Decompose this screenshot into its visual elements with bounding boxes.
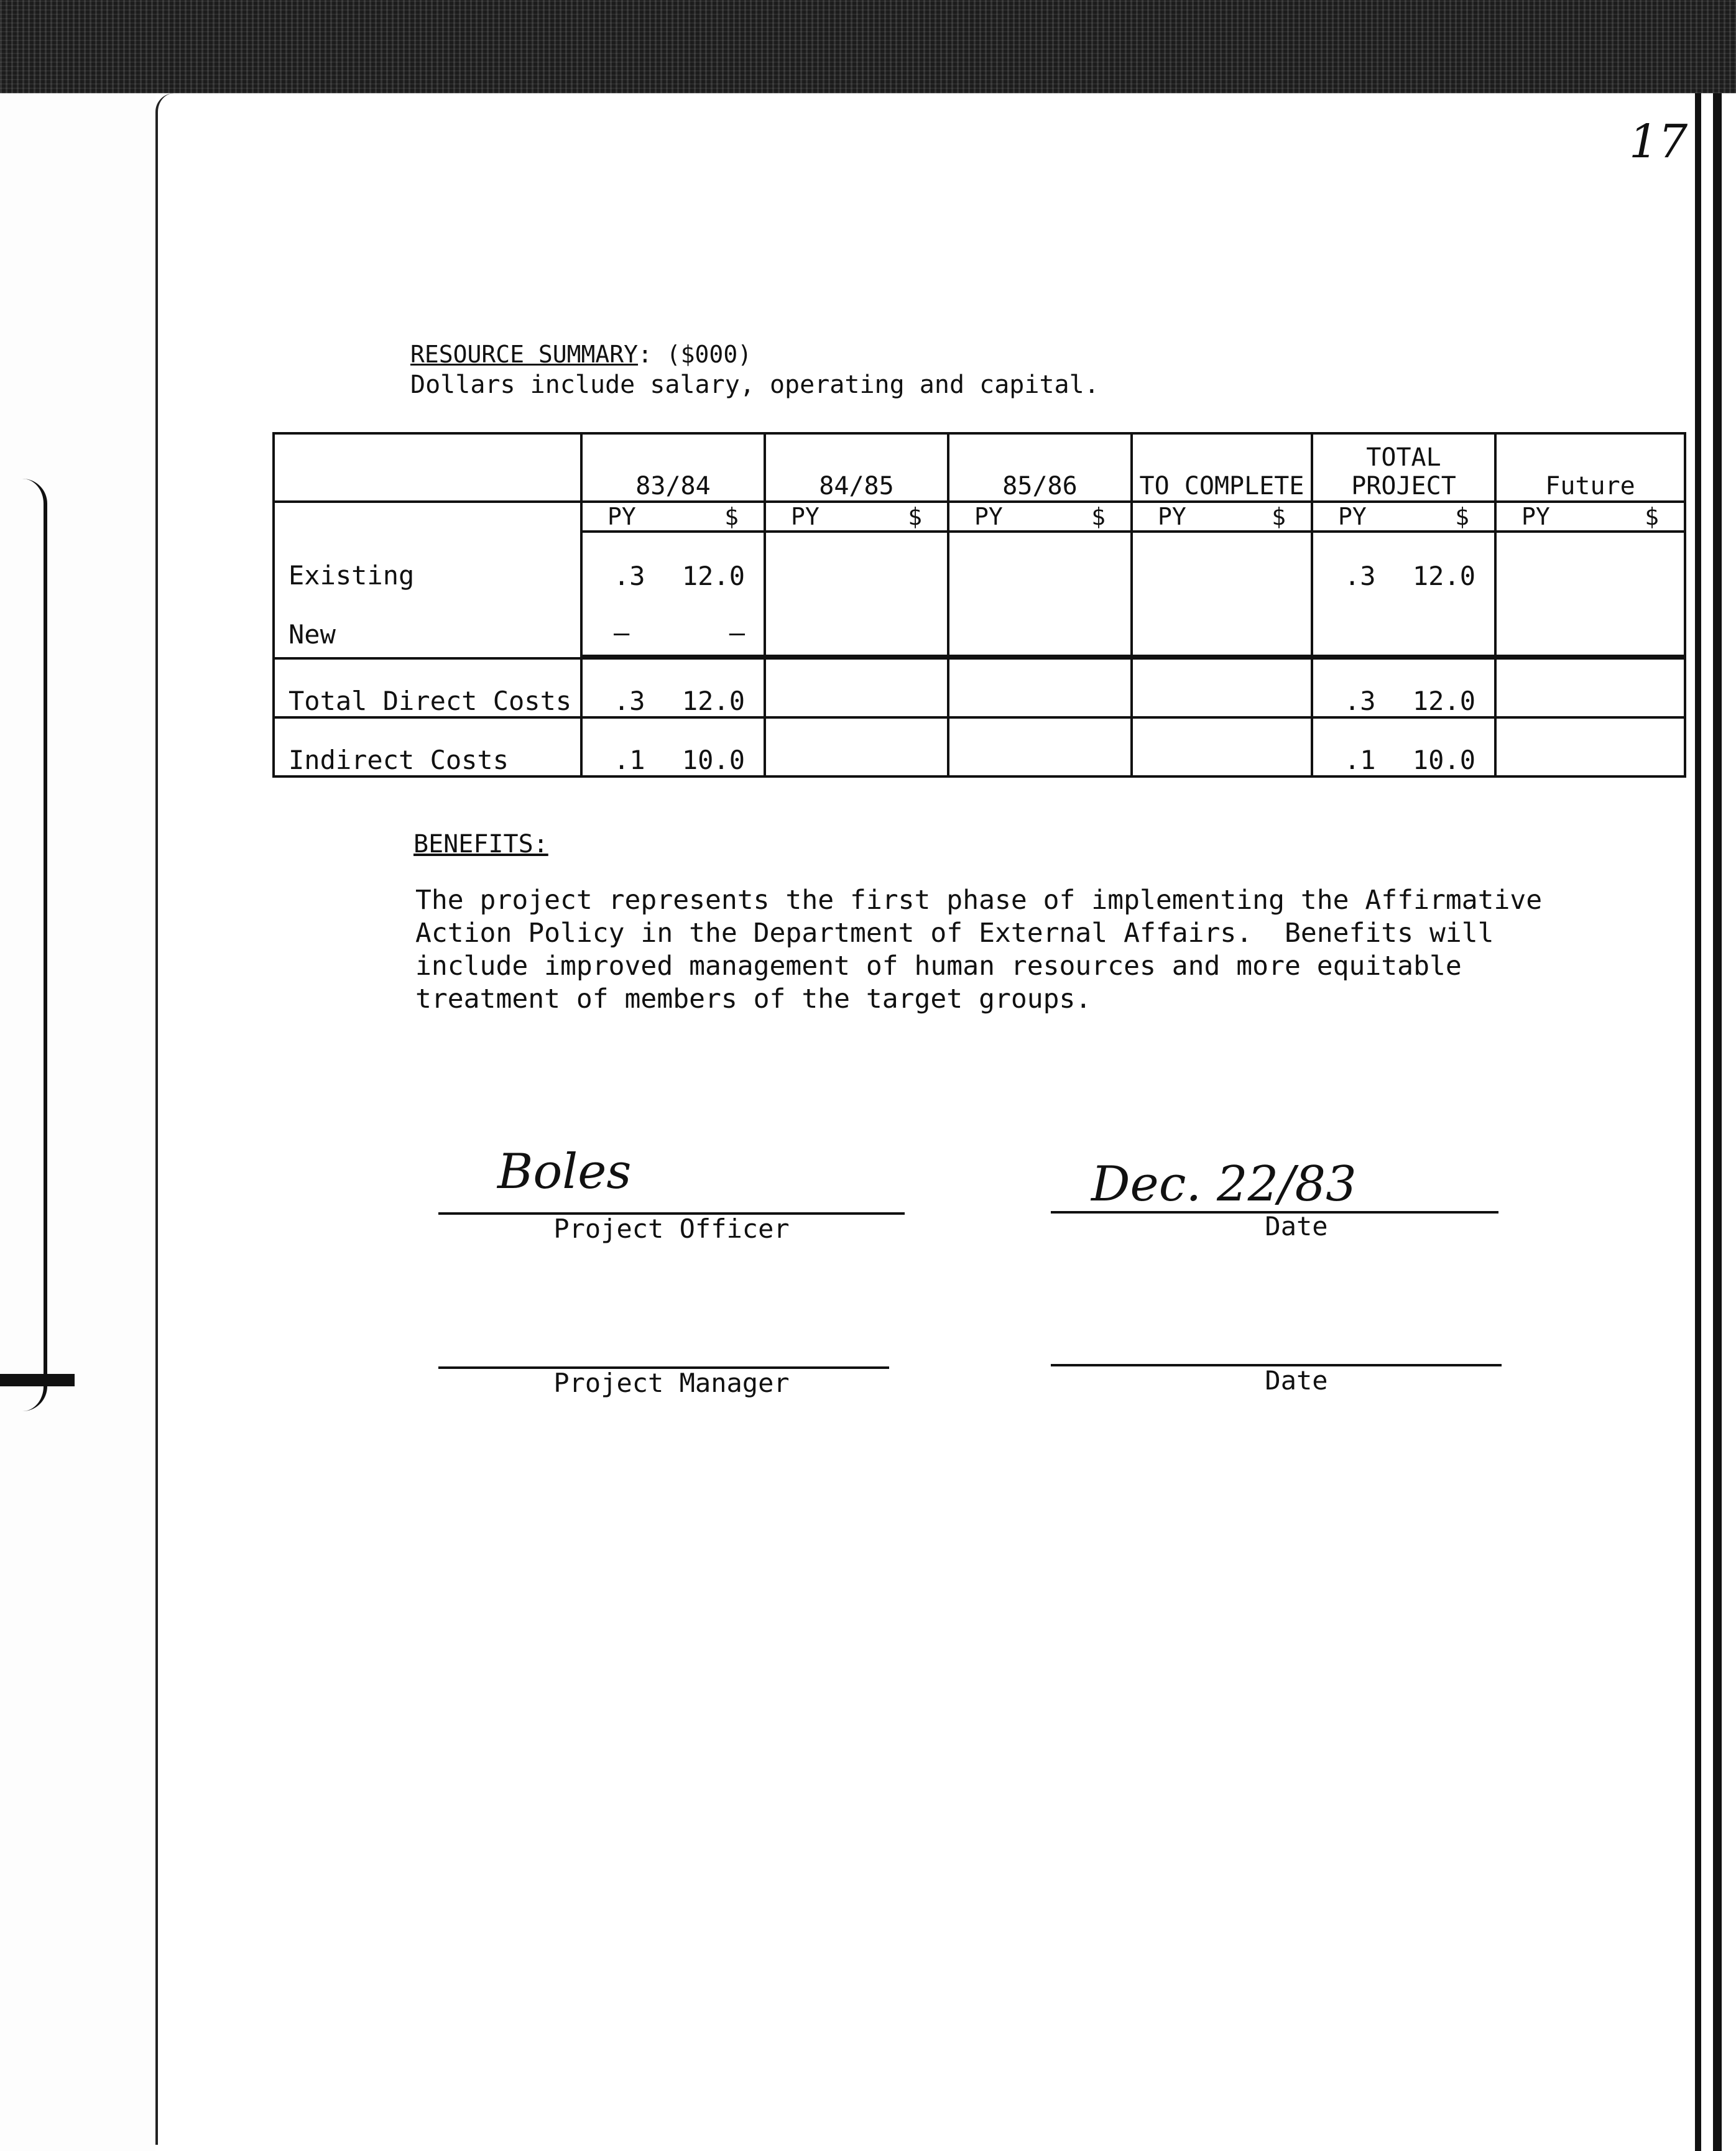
resource-summary-unit: : ($000) bbox=[638, 341, 752, 368]
date-label: Date bbox=[1265, 1211, 1328, 1241]
table-row-indirect bbox=[274, 717, 1685, 776]
resource-summary-title: RESOURCE SUMMARY bbox=[410, 341, 639, 368]
resource-summary-heading bbox=[410, 341, 752, 368]
value-indirect-8384 bbox=[583, 745, 764, 775]
project-officer-signature: Boles bbox=[497, 1144, 632, 1200]
cell-8586-total-direct bbox=[948, 658, 1132, 717]
dollar-value: 12.0 bbox=[681, 561, 745, 591]
cell-to-complete-indirect bbox=[1132, 717, 1312, 776]
sub-header-8384 bbox=[583, 503, 764, 530]
table-row-total-direct bbox=[274, 658, 1685, 717]
sub-py: PY bbox=[791, 503, 820, 530]
col-header-total-project: TOTAL PROJECT bbox=[1312, 433, 1495, 502]
date-handwritten: Dec. 22/83 bbox=[1091, 1156, 1357, 1212]
cell-8586-indirect bbox=[948, 717, 1132, 776]
cell-8485-indirect bbox=[765, 717, 948, 776]
sub-header-future bbox=[1497, 503, 1684, 530]
scanner-background-top bbox=[0, 0, 1736, 93]
document-page bbox=[155, 93, 1694, 2145]
py-value: .3 bbox=[614, 561, 645, 591]
page-edge-right-outer bbox=[1713, 93, 1722, 2151]
sub-py: PY bbox=[974, 503, 1003, 530]
py-value: .3 bbox=[1344, 686, 1376, 716]
cell-8384-indirect bbox=[581, 717, 765, 776]
cell-total-indirect bbox=[1312, 717, 1495, 776]
resource-summary-note: Dollars include salary, operating and capital. bbox=[410, 371, 1099, 399]
dollar-value: 10.0 bbox=[681, 745, 745, 775]
col-header-8384: 83/84 bbox=[581, 433, 765, 502]
resource-summary-table bbox=[272, 432, 1686, 778]
sub-header-8485 bbox=[766, 503, 947, 530]
sub-py: PY bbox=[1521, 503, 1550, 530]
value-existing-8384 bbox=[583, 561, 764, 591]
cell-8586-existing bbox=[948, 532, 1132, 656]
cell-8384-existing-new bbox=[581, 532, 765, 656]
sub-dollar: $ bbox=[724, 503, 739, 530]
dollar-value: 12.0 bbox=[1412, 686, 1475, 716]
row-label-indirect: Indirect Costs bbox=[274, 717, 581, 776]
value-existing-total bbox=[1313, 561, 1494, 591]
row-label-existing: Existing bbox=[289, 560, 415, 591]
py-value: .3 bbox=[614, 686, 645, 716]
binder-clip bbox=[0, 1374, 75, 1386]
project-officer-label: Project Officer bbox=[553, 1214, 790, 1244]
col-header-8485: 84/85 bbox=[765, 433, 948, 502]
value-total-direct-total bbox=[1313, 686, 1494, 716]
cell-future-existing bbox=[1495, 532, 1685, 656]
col-header-8586: 85/86 bbox=[948, 433, 1132, 502]
table-subheader-row bbox=[274, 502, 1685, 532]
sub-dollar: $ bbox=[1091, 503, 1106, 530]
cell-8384-total-direct bbox=[581, 658, 765, 717]
col-header-to-complete: TO COMPLETE bbox=[1132, 433, 1312, 502]
sub-header-to-complete bbox=[1133, 503, 1311, 530]
benefits-paragraph: The project represents the first phase of implementing the Affirmative Action Policy in the Department of External Affairs. Benefits will include improved management of human resources and more equitable treatment of members of the target groups. bbox=[415, 885, 1543, 1015]
py-value: .1 bbox=[614, 745, 645, 775]
table-header-row bbox=[274, 433, 1685, 502]
row-labels-top bbox=[274, 502, 581, 658]
sub-dollar: $ bbox=[1645, 503, 1659, 530]
sub-dollar: $ bbox=[1272, 503, 1286, 530]
sub-py: PY bbox=[1158, 503, 1186, 530]
cell-total-existing bbox=[1312, 532, 1495, 656]
dollar-value: – bbox=[729, 617, 745, 648]
cell-8485-total-direct bbox=[765, 658, 948, 717]
benefits-heading: BENEFITS: bbox=[413, 830, 548, 859]
row-label-total-direct: Total Direct Costs bbox=[274, 658, 581, 717]
dollar-value: 10.0 bbox=[1412, 745, 1475, 775]
py-value: – bbox=[614, 617, 630, 648]
cell-to-complete-total-direct bbox=[1132, 658, 1312, 717]
page-edge-right bbox=[1695, 93, 1701, 2151]
sub-dollar: $ bbox=[908, 503, 922, 530]
sub-dollar: $ bbox=[1455, 503, 1469, 530]
sub-py: PY bbox=[1338, 503, 1367, 530]
sub-header-total-project bbox=[1313, 503, 1494, 530]
py-value: .3 bbox=[1344, 561, 1376, 591]
cell-future-total-direct bbox=[1495, 658, 1685, 717]
sub-py: PY bbox=[607, 503, 636, 530]
dollar-value: 12.0 bbox=[1412, 561, 1475, 591]
cell-future-indirect bbox=[1495, 717, 1685, 776]
col-header-future: Future bbox=[1495, 433, 1685, 502]
cell-to-complete-existing bbox=[1132, 532, 1312, 656]
row-label-new: New bbox=[289, 619, 336, 650]
project-manager-label: Project Manager bbox=[553, 1368, 790, 1398]
cell-8485-existing bbox=[765, 532, 948, 656]
date2-label: Date bbox=[1265, 1365, 1328, 1396]
value-new-8384 bbox=[583, 617, 764, 648]
dollar-value: 12.0 bbox=[681, 686, 745, 716]
value-indirect-total bbox=[1313, 745, 1494, 775]
value-total-direct-8384 bbox=[583, 686, 764, 716]
py-value: .1 bbox=[1344, 745, 1376, 775]
sub-header-8586 bbox=[949, 503, 1130, 530]
header-blank bbox=[274, 433, 581, 502]
page-number: 17 bbox=[1629, 115, 1688, 168]
cell-total-total-direct bbox=[1312, 658, 1495, 717]
binder-edge bbox=[0, 479, 47, 1411]
